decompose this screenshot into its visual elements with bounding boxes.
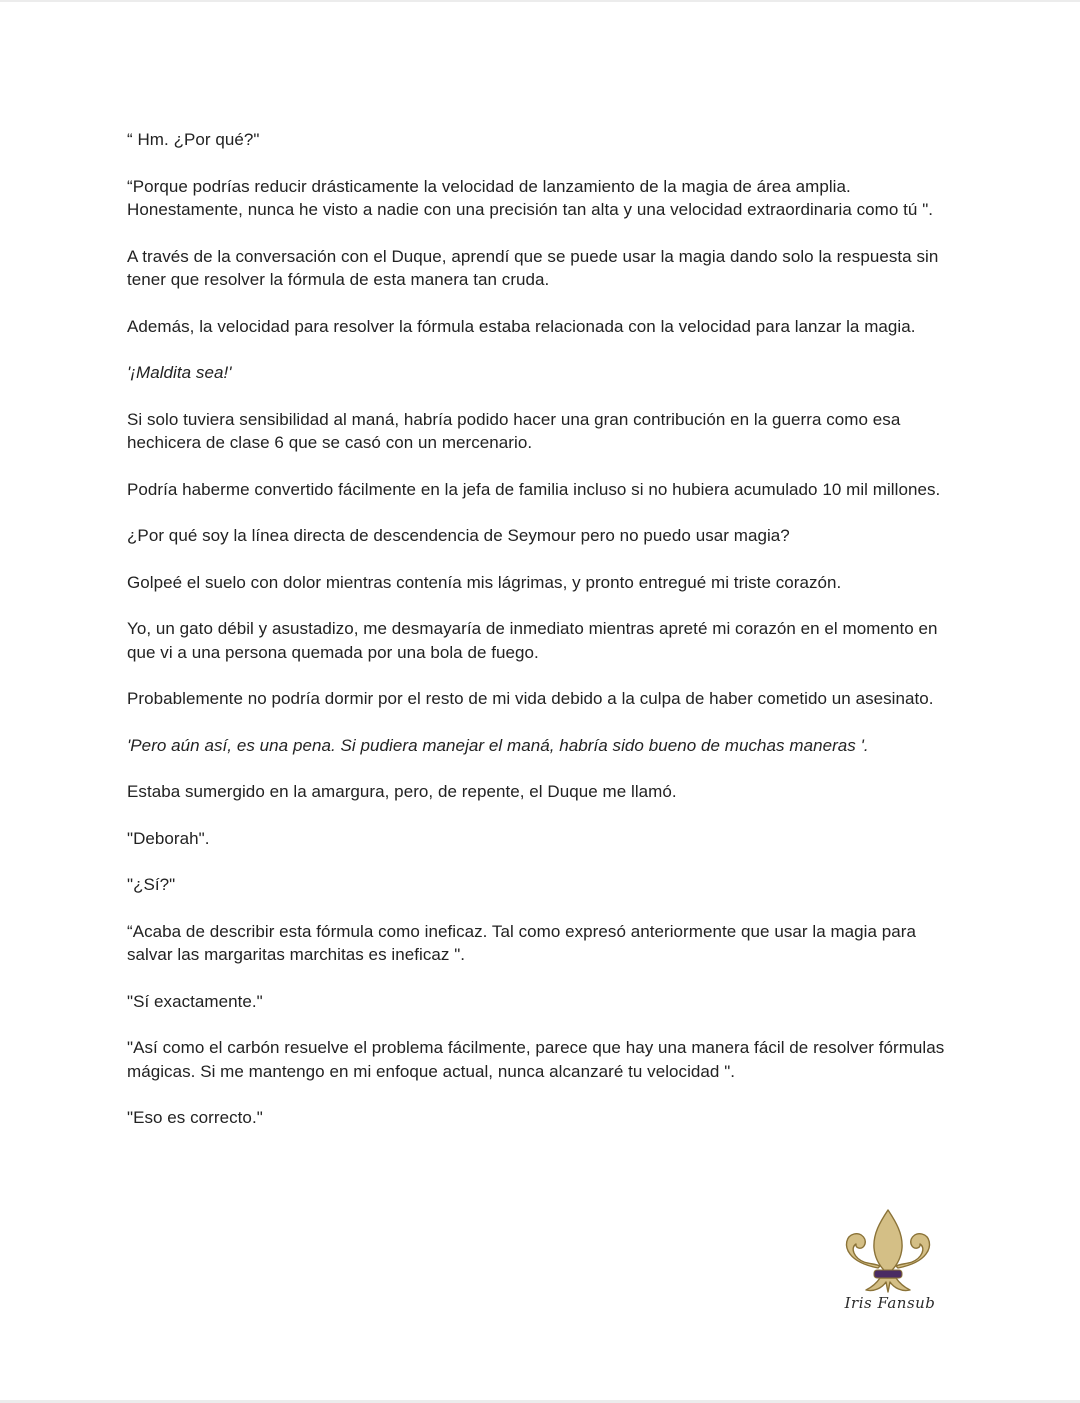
paragraph: “Acaba de describir esta fórmula como ineficaz. Tal como expresó anteriormente que usar la magia para salvar las margaritas marchitas es ineficaz ". (127, 921, 917, 964)
watermark-caption: Iris Fansub (844, 1294, 936, 1312)
paragraph: ¿Por qué soy la línea directa de descendencia de Seymour pero no puedo usar magia? (127, 526, 790, 545)
paragraph: '¡Maldita sea!' (127, 363, 232, 382)
paragraph: "¿Sí?" (127, 875, 176, 894)
paragraph: Yo, un gato débil y asustadizo, me desmayaría de inmediato mientras apreté mi corazón en el momento en que vi a una persona quemada por una bola de fuego. (127, 619, 938, 662)
paragraph: "Eso es correcto." (127, 1108, 263, 1127)
paragraph: Podría haberme convertido fácilmente en la jefa de familia incluso si no hubiera acumulado 10 mil millones. (127, 479, 941, 499)
paragraph: Probablemente no podría dormir por el resto de mi vida debido a la culpa de haber cometido un asesinato. (127, 689, 934, 708)
paragraph: "Así como el carbón resuelve el problema fácilmente, parece que hay una manera fácil de resolver fórmulas mágicas. Si me mantengo en mi enfoque actual, nunca alcanzaré tu velocidad ". (127, 1038, 945, 1081)
paragraph: Estaba sumergido en la amargura, pero, de repente, el Duque me llamó. (127, 782, 677, 801)
top-divider (0, 0, 1080, 2)
paragraph: "Sí exactamente." (127, 991, 263, 1011)
watermark-logo (840, 1208, 940, 1318)
paragraph: Además, la velocidad para resolver la fórmula estaba relacionada con la velocidad para lanzar la magia. (127, 316, 916, 336)
paragraph: “ Hm. ¿Por qué?" (127, 130, 260, 149)
paragraph: "Deborah". (127, 828, 210, 848)
document-body (127, 128, 949, 1153)
paragraph: “Porque podrías reducir drásticamente la velocidad de lanzamiento de la magia de área amplia. Honestamente, nunca he visto a nadie con una precisión tan alta y una velocidad extraordinaria como tú ". (127, 176, 934, 219)
paragraph: 'Pero aún así, es una pena. Si pudiera manejar el maná, habría sido bueno de muchas maneras '. (127, 735, 869, 755)
fleur-de-lis-icon (840, 1208, 940, 1294)
paragraph: A través de la conversación con el Duque, aprendí que se puede usar la magia dando solo la respuesta sin tener que resolver la fórmula de esta manera tan cruda. (127, 246, 939, 289)
paragraph: Golpeé el suelo con dolor mientras contenía mis lágrimas, y pronto entregué mi triste corazón. (127, 572, 842, 592)
paragraph: Si solo tuviera sensibilidad al maná, habría podido hacer una gran contribución en la guerra como esa hechicera de clase 6 que se casó con un mercenario. (127, 409, 901, 452)
